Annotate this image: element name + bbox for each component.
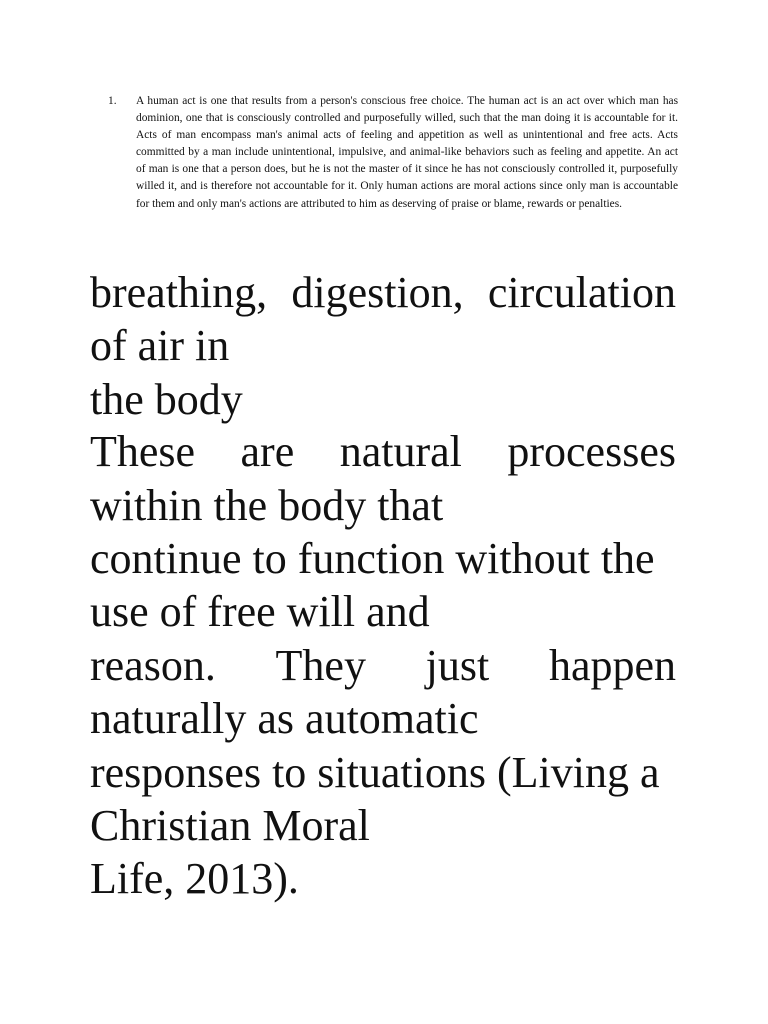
body-line-8	[90, 639, 676, 693]
word: happen	[548, 641, 676, 690]
word: They	[275, 641, 366, 690]
word: are	[240, 427, 295, 476]
body-line-6: continue to function without the	[90, 534, 655, 583]
body-line-1	[90, 266, 676, 320]
body-line-3: the body	[90, 375, 243, 424]
word: These	[90, 427, 196, 476]
numbered-list-item	[108, 93, 678, 213]
body-line-4	[90, 425, 676, 479]
word: processes	[507, 427, 676, 476]
body-line-5: within the body that	[90, 481, 444, 530]
body-line-7: use of free will and	[90, 587, 430, 636]
body-line-10: responses to situations (Living a	[90, 748, 660, 797]
word: breathing,	[90, 268, 268, 317]
body-line-12: Life, 2013).	[90, 854, 299, 903]
body-line-11: Christian Moral	[90, 801, 370, 850]
word: natural	[339, 427, 462, 476]
word: reason.	[90, 641, 216, 690]
list-item-text: A human act is one that results from a person's conscious free choice. The human act is an act over which man has dominion, one that is consciously controlled and purposefully willed, such that the man doing it is accountable for it. Acts of man encompass man's animal acts of feeling and appetition as well as unintentional and free acts. Acts committed by a man include unintentional, impulsive, and animal-like behaviors such as feeling and appetite. An act of man is one that a person does, but he is not the master of it since he has not consciously controlled it, purposefully willed it, and is therefore not accountable for it. Only human actions are moral actions since only man is accountable for them and only man's actions are attributed to him as deserving of praise or blame, rewards or penalties.	[136, 95, 678, 210]
body-line-2: of air in	[90, 321, 230, 370]
word: digestion,	[291, 268, 464, 317]
body-line-9: naturally as automatic	[90, 694, 479, 743]
word: circulation	[487, 268, 676, 317]
list-number: 1.	[108, 95, 117, 107]
word: just	[425, 641, 490, 690]
